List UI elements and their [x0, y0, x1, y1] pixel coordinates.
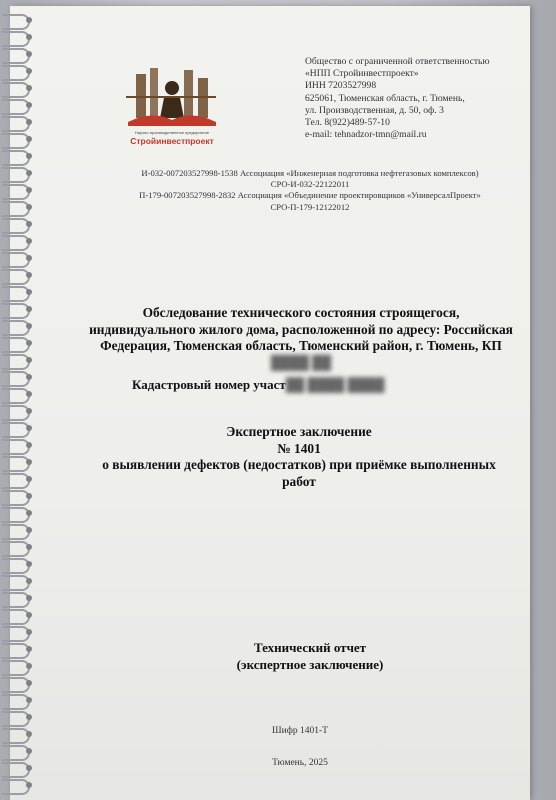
conclusion-number: № 1401 [277, 440, 321, 456]
binding-hole [26, 459, 32, 465]
binding-hole [26, 340, 32, 346]
binding-hole [26, 153, 32, 159]
binding-hole [26, 748, 32, 754]
conclusion-subject: о выявлении дефектов (недостатков) при приёмке выполненных [102, 457, 496, 472]
binding-hole [26, 595, 32, 601]
binding-hole [26, 34, 32, 40]
cadastral-redacted: ██ ████ ████ [285, 377, 385, 392]
binding-hole [26, 136, 32, 142]
binding-hole [26, 425, 32, 431]
company-logo [122, 66, 222, 152]
binding-hole [26, 221, 32, 227]
binding-hole [26, 714, 32, 720]
org-line: 625061, Тюменская область, г. Тюмень, [305, 92, 465, 104]
organization-details [305, 56, 525, 141]
binding-hole [26, 578, 32, 584]
title-line: Федерация, Тюменская область, Тюменский район, г. Тюмень, КП [100, 338, 502, 353]
binding-hole [26, 782, 32, 788]
binding-hole [26, 187, 32, 193]
binding-hole [26, 51, 32, 57]
title-line: Обследование технического состояния строящегося, [142, 305, 460, 320]
redacted-text: ████ ██ [270, 354, 332, 370]
document-title [82, 305, 520, 371]
binding-hole [26, 357, 32, 363]
binding-hole [26, 306, 32, 312]
binding-hole [26, 612, 32, 618]
binding-hole [26, 646, 32, 652]
binding-hole [26, 85, 32, 91]
conclusion-subject-cont: работ [282, 473, 316, 489]
binding-hole [26, 476, 32, 482]
binding-hole [26, 272, 32, 278]
binding-hole [26, 68, 32, 74]
association-line: П-179-007203527998-2832 Ассоциация «Объединение проектировщиков «УниверсалПроект» [139, 190, 481, 201]
conclusion-heading: Экспертное заключение [226, 424, 372, 439]
logo-small-text: Научно-производственное предприятие [134, 130, 210, 135]
binding-hole [26, 731, 32, 737]
binding-hole [26, 374, 32, 380]
association-line: СРО-П-179-12122012 [270, 201, 350, 212]
org-line: Общество с ограниченной ответственностью [305, 56, 490, 67]
spiral-binding [0, 0, 40, 800]
binding-hole [26, 408, 32, 414]
binding-hole [26, 238, 32, 244]
report-type [110, 640, 510, 673]
city-year: Тюмень, 2025 [272, 758, 328, 768]
binding-hole [26, 204, 32, 210]
binding-hole [26, 544, 32, 550]
cadastral-number [132, 377, 492, 393]
association-line: СРО-И-032-22122011 [270, 179, 350, 190]
cipher-code: Шифр 1401-Т [272, 726, 328, 736]
org-email: e-mail: tehnadzor-tmn@mail.ru [305, 129, 427, 141]
logo-caption: Стройинвестпроект [130, 136, 214, 146]
binding-hole [26, 680, 32, 686]
binding-hole [26, 510, 32, 516]
binding-hole [26, 17, 32, 23]
binding-hole [26, 663, 32, 669]
binding-hole [26, 697, 32, 703]
association-line: И-032-007203527998-1538 Ассоциация «Инженерная подготовка нефтегазовых комплексов) [141, 168, 479, 178]
binding-hole [26, 561, 32, 567]
binding-hole [26, 255, 32, 261]
binding-hole [26, 527, 32, 533]
binding-hole [26, 442, 32, 448]
binding-hole [26, 119, 32, 125]
report-heading: Технический отчет [253, 640, 367, 655]
binding-hole [26, 289, 32, 295]
binding-hole [26, 493, 32, 499]
binding-hole [26, 323, 32, 329]
org-line: Тел. 8(922)489-57-10 [305, 117, 390, 129]
binding-hole [26, 170, 32, 176]
cadastral-label: Кадастровый номер участ [132, 377, 286, 392]
report-subheading: (экспертное заключение) [236, 656, 384, 672]
binding-hole [26, 391, 32, 397]
org-line: «НПП Стройинвестпроект» [305, 68, 419, 80]
title-line: индивидуального жилого дома, расположенной по адресу: Российская [89, 321, 513, 337]
org-line: ул. Производственная, д. 50, оф. 3 [305, 104, 444, 116]
associations [100, 168, 520, 213]
conclusion-block [60, 424, 538, 490]
binding-hole [26, 629, 32, 635]
binding-hole [26, 102, 32, 108]
binding-hole [26, 765, 32, 771]
org-line: ИНН 7203527998 [305, 80, 377, 92]
